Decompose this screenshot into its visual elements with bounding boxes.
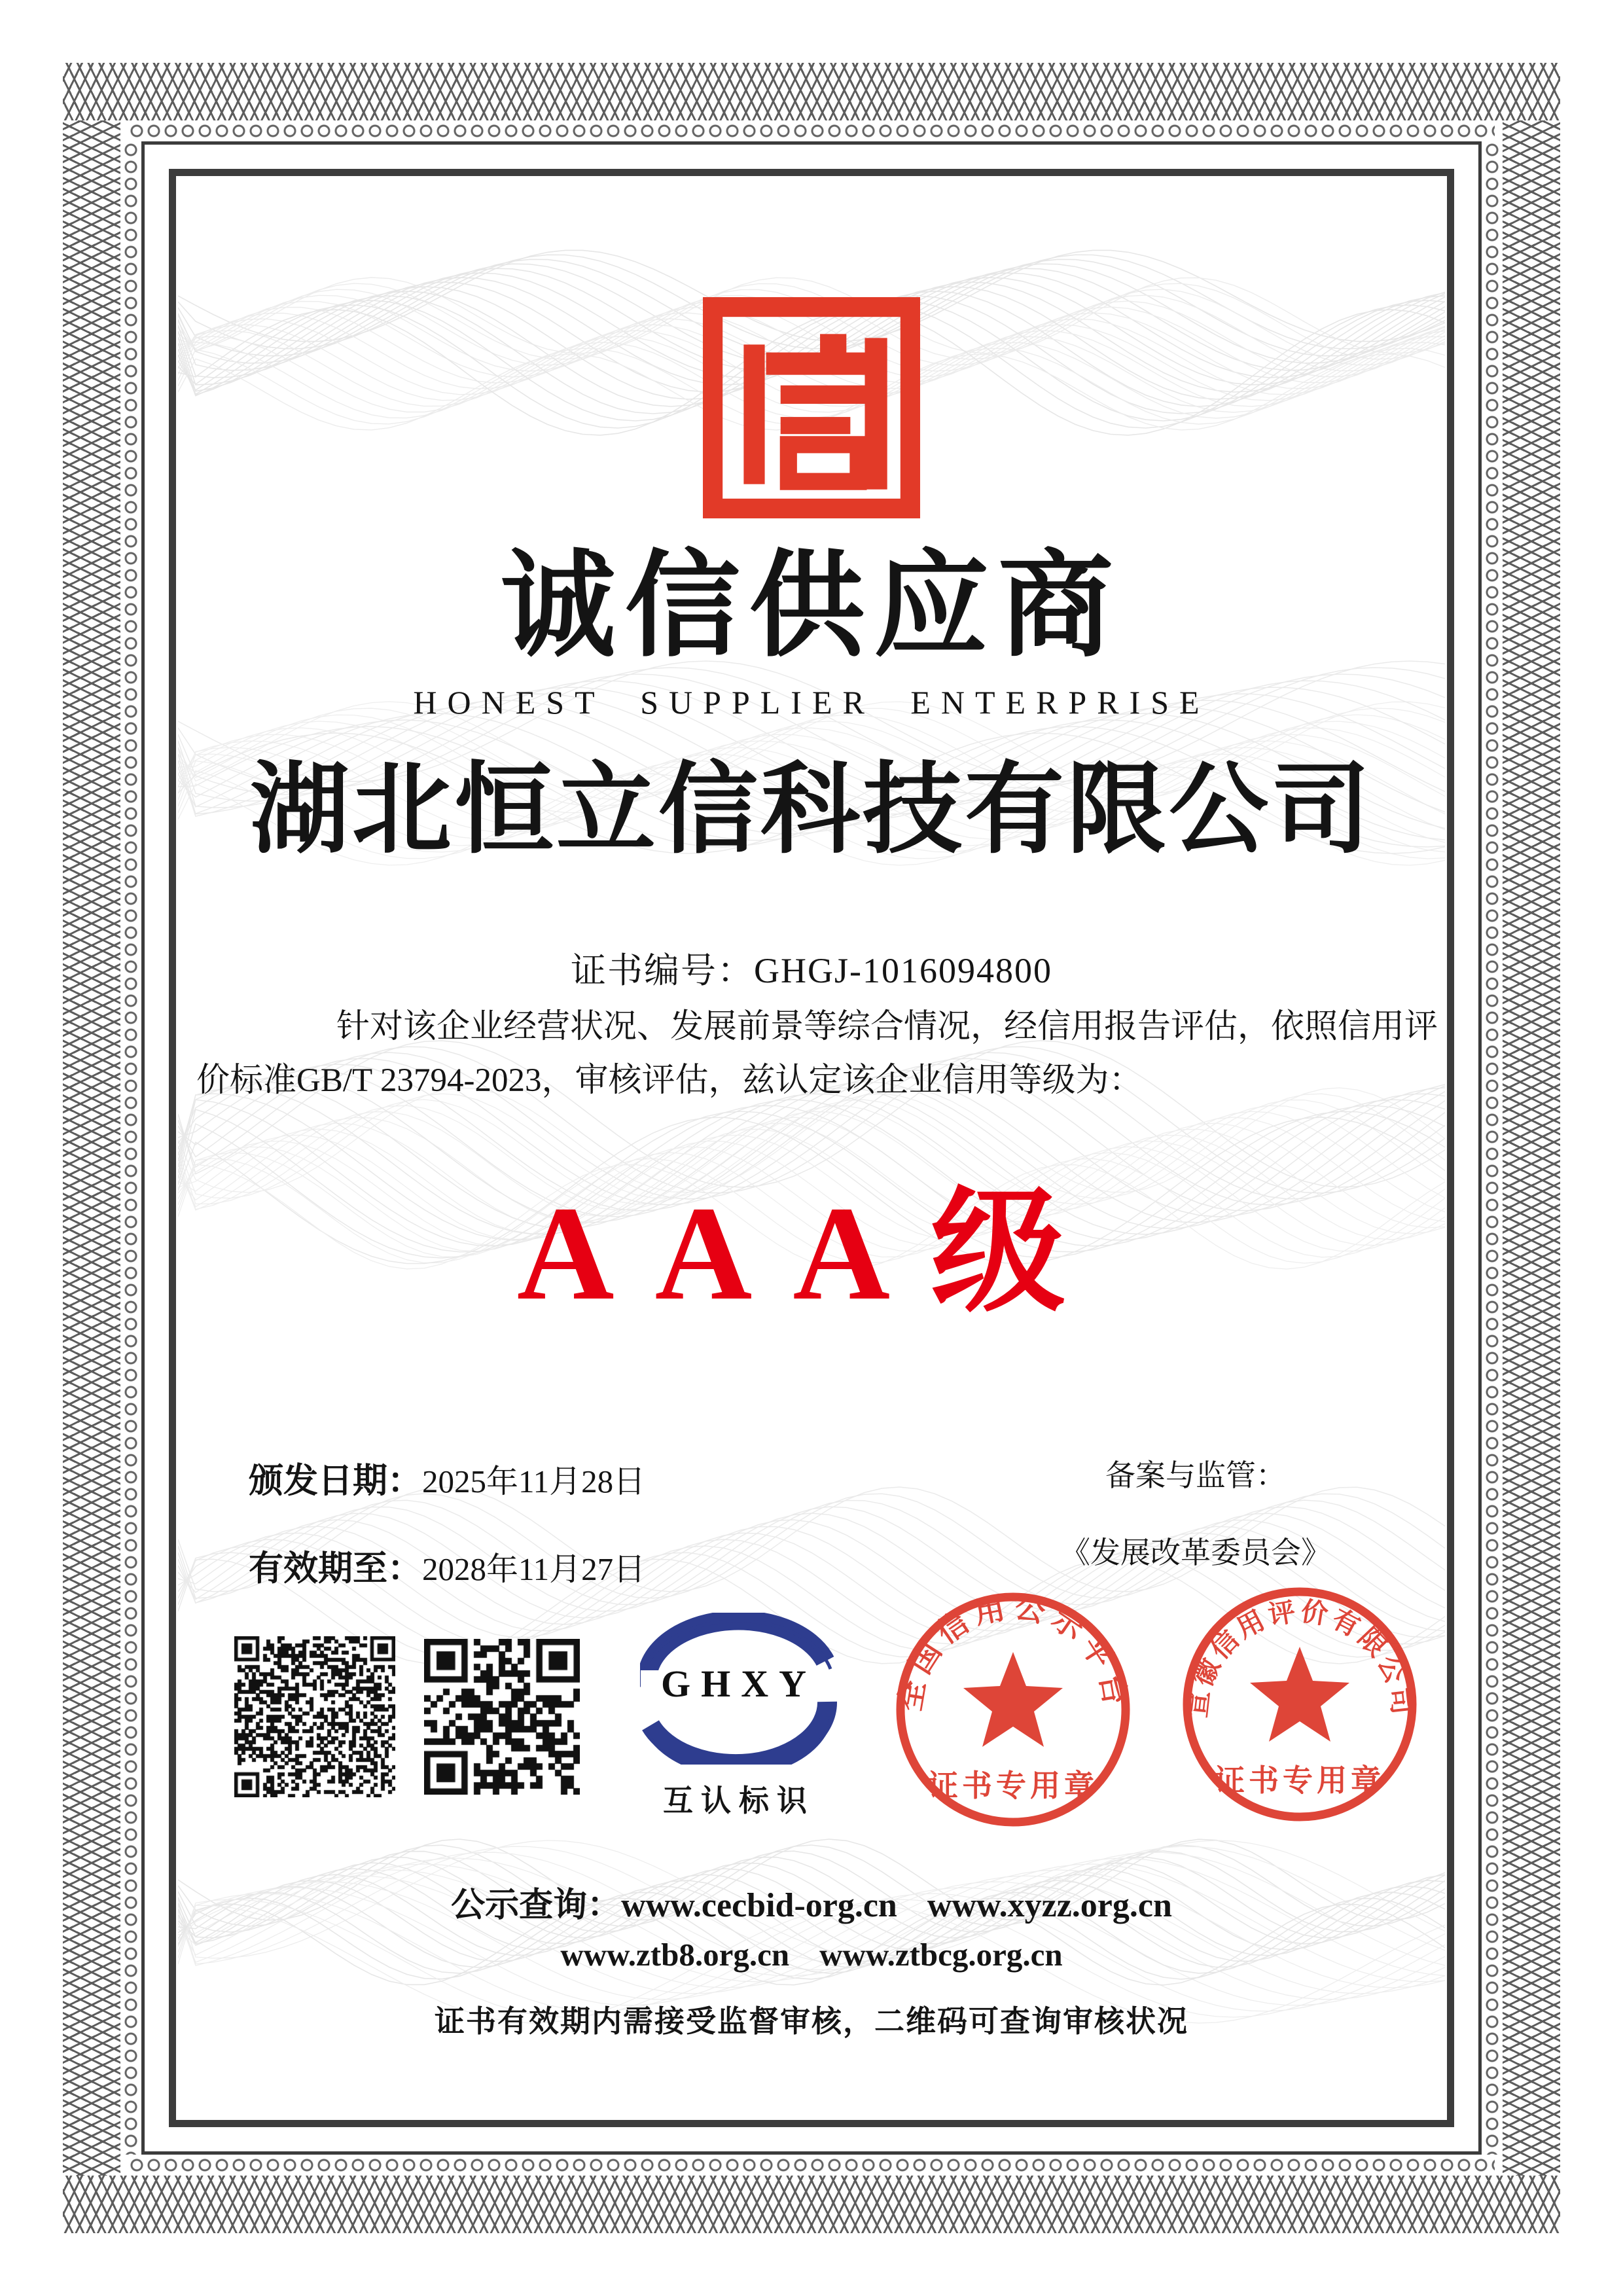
loop-row-left [122,141,139,2155]
certificate-number-label: 证书编号： [571,951,754,990]
evaluation-statement [196,1000,1438,1107]
query-url-2: www.xyzz.org.cn [927,1887,1172,1924]
guilloche-band-top [63,63,1560,120]
certificate-number-value: GHGJ-1016094800 [754,951,1052,990]
mutual-recognition-mark [640,1613,838,1820]
issue-date-row [249,1453,645,1503]
certificate-content [178,178,1445,2118]
statement-line-1: 针对该企业经营状况、发展前景等综合情况，经信用报告评估，依照信用评 [336,1009,1438,1045]
mutual-recognition-caption: 互认标识 [663,1784,815,1818]
xin-seal-logo [178,297,1445,522]
seal2-bottom-text: 证书专用章 [1215,1764,1385,1797]
xin-seal-logo-icon [703,297,920,518]
credit-grade: AAA级 [516,1178,1107,1328]
query-url-3: www.ztb8.org.cn [560,1937,790,1973]
seal1-ring-text: 全国信用公示平台 [893,1590,1133,1714]
query-line-1 [178,1877,1445,1926]
seal2-ring-text: 宣徽信用评价有限公司 [1181,1596,1418,1719]
certificate-title: 诚信供应商 [500,543,1122,671]
seal1-bottom-text: 证书专用章 [928,1769,1098,1803]
issue-date-value: 2025年11月28日 [422,1463,646,1499]
valid-date-label: 有效期至： [249,1550,422,1588]
seal2-star-icon [1250,1647,1349,1742]
certificate-subtitle-en: HONEST SUPPLIER ENTERPRISE [413,684,1210,721]
query-url-1: www.cecbid-org.cn [621,1887,897,1924]
statement-line-2: 价标准GB/T 23794-2023，审核评估，兹认定该企业信用等级为： [196,1062,1143,1099]
ghxy-logo-icon [640,1613,838,1765]
ghxy-letters: GHXY [661,1662,817,1705]
filing-authority: 《发展改革委员会》 [1060,1536,1331,1570]
valid-date-value: 2028年11月27日 [422,1551,646,1587]
valid-date-row [249,1541,645,1590]
company-name: 湖北恒立信科技有限公司 [250,755,1373,865]
loop-row-top [128,122,1495,139]
query-url-4: www.ztbcg.org.cn [819,1937,1063,1973]
date-block [249,1453,645,1628]
supervision-note: 证书有效期内需接受监督审核，二维码可查询审核状况 [435,2005,1188,2038]
qr-code-right [424,1639,580,1795]
filing-label: 备案与监管： [1105,1459,1286,1492]
filing-block [1042,1452,1349,1572]
guilloche-band-right [1503,120,1560,2176]
guilloche-band-left [63,120,120,2176]
seal-national-credit-platform [889,1585,1137,1834]
seal1-star-icon [963,1652,1063,1747]
loop-row-right [1484,141,1501,2155]
query-line-2 [178,1936,1445,1973]
query-label: 公示查询： [451,1887,622,1924]
issue-date-label: 颁发日期： [249,1462,422,1500]
guilloche-band-bottom [63,2176,1560,2233]
qr-code-left [234,1636,395,1797]
certificate-number-line [178,942,1445,993]
loop-row-bottom [128,2157,1495,2174]
seal-credit-evaluation-company [1175,1580,1424,1829]
